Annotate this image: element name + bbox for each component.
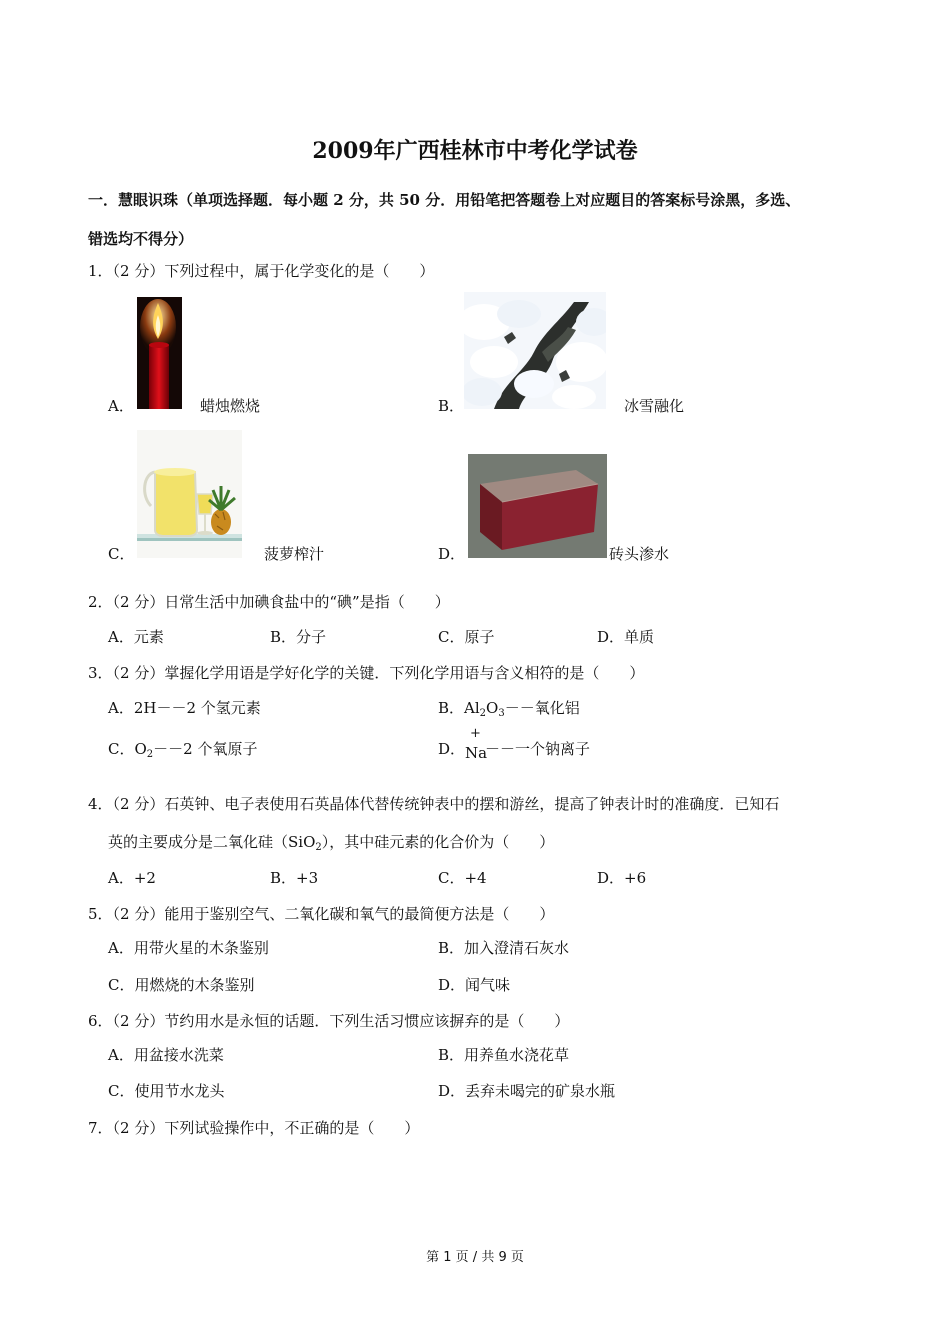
q6-option-b: B．用养鱼水浇花草 xyxy=(438,1046,570,1064)
q1-option-a-text: 蜡烛燃烧 xyxy=(200,397,261,415)
q1-option-b-text: 冰雪融化 xyxy=(624,397,685,415)
q5-option-a: A．用带火星的木条鉴别 xyxy=(108,939,269,957)
q6-option-c: C．使用节水龙头 xyxy=(108,1082,225,1100)
q2-option-d: D．单质 xyxy=(597,628,655,646)
question-6-stem: 6．（2 分）节约用水是永恒的话题．下列生活习惯应该摒弃的是（ ） xyxy=(88,1012,570,1030)
q4-option-d: D．+6 xyxy=(597,869,647,887)
sodium-ion-symbol: + Na xyxy=(465,726,488,762)
q1-option-d-text: 砖头渗水 xyxy=(609,545,670,563)
q4-option-b: B．+3 xyxy=(270,869,319,887)
section-header-line2: 错选均不得分） xyxy=(88,230,194,248)
q2-option-c: C．原子 xyxy=(438,628,495,646)
q1-option-a-letter: A． xyxy=(108,397,134,415)
question-4-stem-line1: 4．（2 分）石英钟、电子表使用石英晶体代替传统钟表中的摆和游丝，提高了钟表计时的准确度．已知石 xyxy=(88,795,780,813)
q1-option-c-text: 菠萝榨汁 xyxy=(264,545,325,563)
juice-image xyxy=(137,430,242,558)
q5-option-d: D．闻气味 xyxy=(438,976,511,994)
question-1-stem: 1．（2 分）下列过程中，属于化学变化的是（ ） xyxy=(88,262,435,280)
brick-image xyxy=(468,454,607,558)
q6-option-a: A．用盆接水洗菜 xyxy=(108,1046,224,1064)
q2-option-a: A．元素 xyxy=(108,628,164,646)
page-footer: 第 1 页 / 共 9 页 xyxy=(426,1250,524,1265)
q4-option-a: A．+2 xyxy=(108,869,156,887)
page-title: 2009年广西桂林市中考化学试卷 xyxy=(312,138,638,164)
q1-option-b-letter: B． xyxy=(438,397,465,415)
section-header-line1: 一．慧眼识珠（单项选择题．每小题 2 分，共 50 分．用铅笔把答题卷上对应题目的答案标号涂黑，多选、 xyxy=(88,191,801,209)
q3-option-a: A．2H－－2 个氢元素 xyxy=(108,699,261,717)
q1-option-d-letter: D． xyxy=(438,545,466,563)
q4-option-c: C．+4 xyxy=(438,869,487,887)
q3-option-d: D． + Na －－一个钠离子 xyxy=(438,726,591,762)
q2-option-b: B．分子 xyxy=(270,628,327,646)
question-2-stem: 2．（2 分）日常生活中加碘食盐中的“碘”是指（ ） xyxy=(88,593,450,611)
question-3-stem: 3．（2 分）掌握化学用语是学好化学的关键．下列化学用语与含义相符的是（ ） xyxy=(88,664,645,682)
question-4-stem-line2: 英的主要成分是二氧化硅（SiO$_2$），其中硅元素的化合价为（ ） xyxy=(108,833,555,853)
q6-option-d: D．丢弃未喝完的矿泉水瓶 xyxy=(438,1082,616,1100)
q3-option-c: C．$O_2--2$ 个氧原子 xyxy=(108,740,258,760)
q3-option-b: B．$Al_2O_3--$氧化铝 xyxy=(438,699,580,719)
question-7-stem: 7．（2 分）下列试验操作中，不正确的是（ ） xyxy=(88,1119,420,1137)
q5-option-b: B．加入澄清石灰水 xyxy=(438,939,570,957)
q1-option-c-letter: C． xyxy=(108,545,135,563)
q5-option-c: C．用燃烧的木条鉴别 xyxy=(108,976,255,994)
snow-image xyxy=(464,292,606,409)
question-5-stem: 5．（2 分）能用于鉴别空气、二氧化碳和氧气的最简便方法是（ ） xyxy=(88,905,555,923)
candle-image xyxy=(137,297,182,409)
